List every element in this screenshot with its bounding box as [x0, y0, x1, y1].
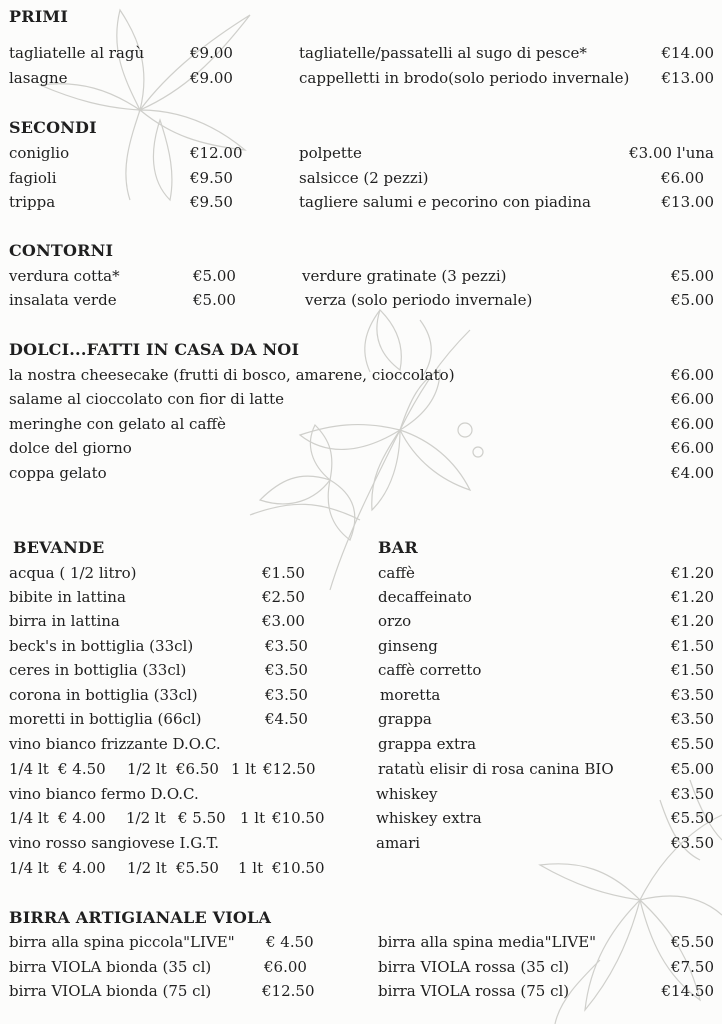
menu-item-price: €3.50 [265, 661, 308, 679]
menu-item-price: €3.50 [671, 710, 714, 728]
section-title-primi: PRIMI [9, 7, 69, 26]
menu-item-price: €5.50 [671, 933, 714, 951]
menu-item-name: meringhe con gelato al caffè [9, 415, 226, 433]
menu-item-price: €9.00 [190, 44, 233, 62]
menu-item-name: salsicce (2 pezzi) [299, 169, 429, 187]
menu-item-price: €1.20 [671, 564, 714, 582]
wine-price: €6.50 [176, 760, 219, 778]
menu-item-price: €14.00 [661, 44, 714, 62]
menu-item-price: €9.50 [190, 193, 233, 211]
menu-item-price: €6.00 [671, 390, 714, 408]
menu-item-name: amari [376, 834, 421, 852]
menu-item-name: caffè [378, 564, 415, 582]
menu-item-name: dolce del giorno [9, 439, 132, 457]
menu-item-price: €5.50 [671, 735, 714, 753]
section-title-bar: BAR [378, 538, 418, 557]
wine-price: €5.50 [176, 859, 219, 877]
menu-item-price: €3.00 [262, 612, 305, 630]
wine-size: 1/4 lt [9, 859, 49, 877]
menu-item-name: whiskey [376, 785, 438, 803]
wine-name: vino bianco fermo D.O.C. [9, 785, 199, 803]
section-title-contorni: CONTORNI [9, 241, 114, 260]
menu-item-price: €2.50 [262, 588, 305, 606]
menu-item-name: tagliatelle/passatelli al sugo di pesce* [299, 44, 587, 62]
menu-item-price: €3.50 [671, 686, 714, 704]
menu-item-name: ginseng [378, 637, 438, 655]
menu-item-name: whiskey extra [376, 809, 482, 827]
menu-item-price: €3.50 [671, 834, 714, 852]
wine-name: vino bianco frizzante D.O.C. [9, 735, 221, 753]
menu-item-price: €6.00 [671, 415, 714, 433]
menu-item-name: salame al cioccolato con fior di latte [9, 390, 285, 408]
wine-price: € 4.00 [58, 859, 106, 877]
wine-size: 1/4 lt [9, 760, 49, 778]
menu-item-price: €1.20 [671, 612, 714, 630]
menu-item-price: €12.50 [262, 982, 315, 1000]
menu-item-name: polpette [299, 144, 362, 162]
menu-item-name: tagliere salumi e pecorino con piadina [299, 193, 591, 211]
menu-item-price: €5.00 [671, 267, 714, 285]
wine-size: 1/2 lt [127, 859, 167, 877]
menu-item-name: orzo [378, 612, 412, 630]
menu-item-price: €3.00 l'una [629, 144, 714, 162]
menu-item-name: verza (solo periodo invernale) [305, 291, 533, 309]
menu-item-name: decaffeinato [378, 588, 472, 606]
menu-item-name: coppa gelato [9, 464, 107, 482]
menu-item-name: birra VIOLA bionda (75 cl) [9, 982, 212, 1000]
menu-item-name: beck's in bottiglia (33cl) [9, 637, 194, 655]
menu-item-price: €3.50 [265, 686, 308, 704]
wine-price: € 4.00 [58, 809, 106, 827]
menu-item-price: €13.00 [661, 193, 714, 211]
menu-item-price: €6.00 [671, 366, 714, 384]
menu-item-name: ceres in bottiglia (33cl) [9, 661, 187, 679]
wine-size: 1 lt [240, 809, 266, 827]
wine-size: 1 lt [238, 859, 264, 877]
wine-size: 1/4 lt [9, 809, 49, 827]
menu-item-name: bibite in lattina [9, 588, 126, 606]
menu-item-name: moretti in bottiglia (66cl) [9, 710, 202, 728]
menu-item-price: €3.50 [671, 785, 714, 803]
menu-item-name: cappelletti in brodo(solo periodo invernale) [299, 69, 630, 87]
menu-item-name: birra alla spina piccola"LIVE" [9, 933, 235, 951]
section-title-bevande: BEVANDE [13, 538, 105, 557]
menu-item-price: €5.00 [671, 291, 714, 309]
menu-item-name: lasagne [9, 69, 68, 87]
menu-item-name: grappa [378, 710, 432, 728]
menu-item-name: la nostra cheesecake (frutti di bosco, amarene, cioccolato) [9, 366, 455, 384]
menu-item-name: fagioli [9, 169, 57, 187]
menu-item-price: €9.50 [190, 169, 233, 187]
menu-item-price: €1.20 [671, 588, 714, 606]
menu-item-price: €5.50 [671, 809, 714, 827]
menu-item-price: €5.00 [193, 267, 236, 285]
menu-item-name: verdura cotta* [9, 267, 120, 285]
wine-price: €10.50 [272, 859, 325, 877]
menu-item-price: €14.50 [661, 982, 714, 1000]
menu-item-price: €3.50 [265, 637, 308, 655]
menu-item-name: trippa [9, 193, 56, 211]
menu-item-name: acqua ( 1/2 litro) [9, 564, 137, 582]
menu-item-price: €7.50 [671, 958, 714, 976]
wine-price: € 4.50 [58, 760, 106, 778]
menu-item-price: €4.50 [265, 710, 308, 728]
section-title-dolci: DOLCI...FATTI IN CASA DA NOI [9, 340, 300, 359]
wine-price: €12.50 [263, 760, 316, 778]
menu-item-price: €4.00 [671, 464, 714, 482]
menu-item-price: €1.50 [262, 564, 305, 582]
menu-item-name: tagliatelle al ragù [9, 44, 145, 62]
menu-item-price: €9.00 [190, 69, 233, 87]
menu-item-name: birra VIOLA rossa (35 cl) [378, 958, 570, 976]
wine-name: vino rosso sangiovese I.G.T. [9, 834, 220, 852]
menu-item-name: corona in bottiglia (33cl) [9, 686, 198, 704]
section-title-secondi: SECONDI [9, 118, 97, 137]
menu-item-price: €1.50 [671, 637, 714, 655]
menu-item-price: €6.00 [264, 958, 307, 976]
menu-item-name: moretta [380, 686, 441, 704]
menu-item-price: €6.00 [671, 439, 714, 457]
wine-size: 1 lt [231, 760, 257, 778]
wine-price: € 5.50 [178, 809, 226, 827]
menu-item-price: €12.00 [190, 144, 243, 162]
menu-item-price: € 4.50 [266, 933, 314, 951]
menu-item-name: birra alla spina media"LIVE" [378, 933, 597, 951]
section-title-birra: BIRRA ARTIGIANALE VIOLA [9, 908, 272, 927]
menu-item-name: caffè corretto [378, 661, 482, 679]
menu-item-name: ratatù elisir di rosa canina BIO [378, 760, 614, 778]
menu-item-name: grappa extra [378, 735, 477, 753]
menu-item-price: €6.00 [661, 169, 704, 187]
menu-item-price: €13.00 [661, 69, 714, 87]
wine-price: €10.50 [272, 809, 325, 827]
menu-item-name: birra in lattina [9, 612, 120, 630]
wine-size: 1/2 lt [127, 760, 167, 778]
wine-size: 1/2 lt [126, 809, 166, 827]
menu-item-name: coniglio [9, 144, 70, 162]
menu-item-price: €5.00 [671, 760, 714, 778]
menu-item-name: birra VIOLA rossa (75 cl) [378, 982, 570, 1000]
menu-item-price: €5.00 [193, 291, 236, 309]
menu-item-name: birra VIOLA bionda (35 cl) [9, 958, 212, 976]
menu-item-name: insalata verde [9, 291, 117, 309]
menu-item-name: verdure gratinate (3 pezzi) [302, 267, 507, 285]
menu-item-price: €1.50 [671, 661, 714, 679]
